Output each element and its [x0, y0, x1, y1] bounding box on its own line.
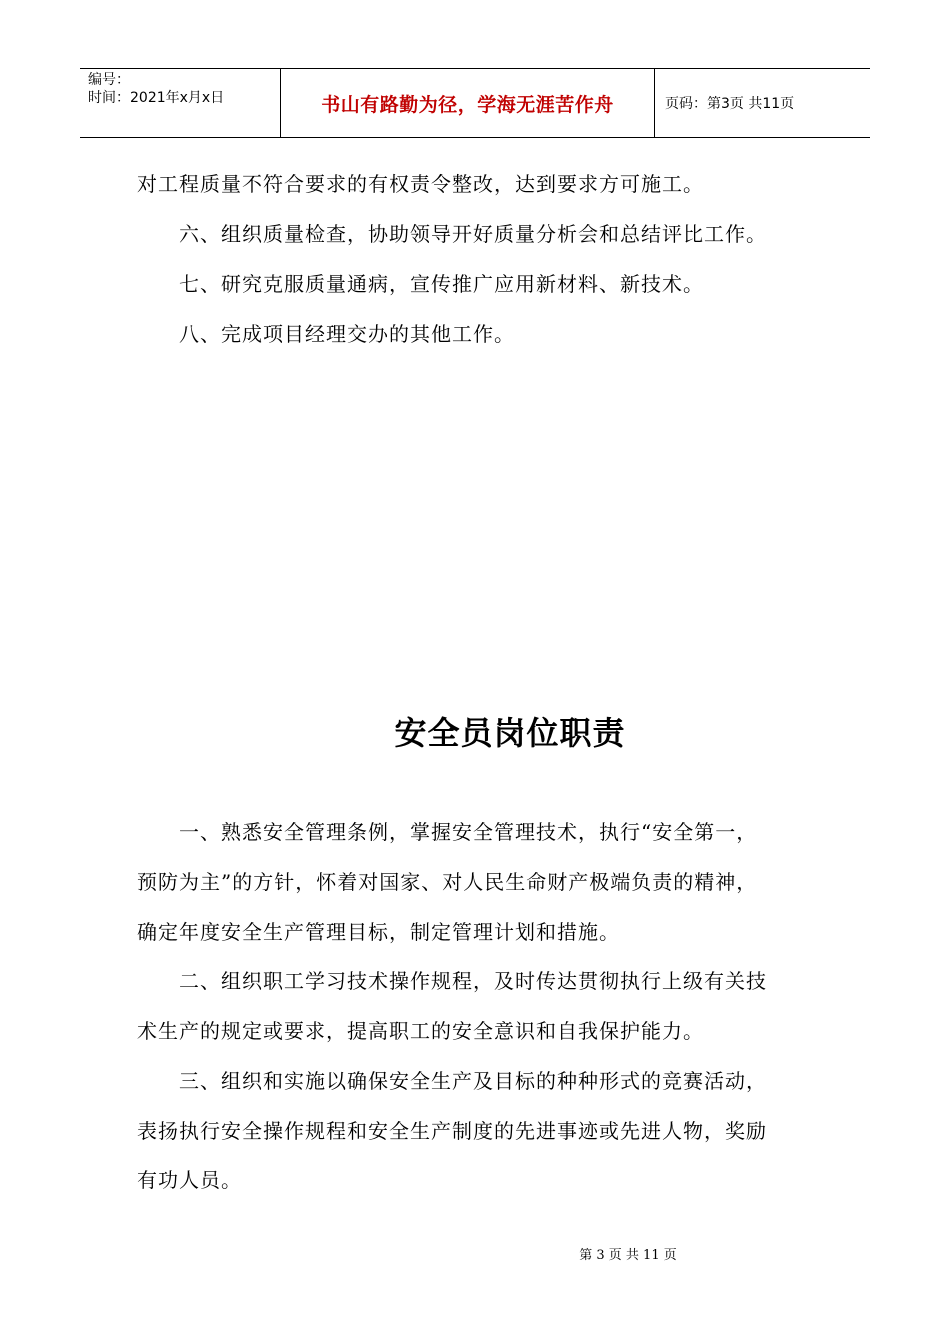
section-line: 预防为主”的方针，怀着对国家、对人民生命财产极端负责的精神，: [137, 870, 758, 894]
page-footer: 第 3 页 共 11 页: [579, 1248, 677, 1263]
date-label: 时间：2021年x月x日: [88, 90, 225, 106]
section-line: 三、组织和实施以确保安全生产及目标的种种形式的竞赛活动，: [179, 1069, 767, 1093]
section-line: 有功人员。: [137, 1168, 242, 1192]
number-label: 编号：: [88, 72, 130, 88]
section-line: 二、组织职工学习技术操作规程，及时传达贯彻执行上级有关技: [179, 969, 767, 993]
section-line: 表扬执行安全操作规程和安全生产制度的先进事迹或先进人物，奖励: [137, 1119, 767, 1143]
body-item-6: 六、组织质量检查，协助领导开好质量分析会和总结评比工作。: [179, 222, 767, 246]
section-title: 安全员岗位职责: [394, 714, 626, 752]
section-line: 确定年度安全生产管理目标，制定管理计划和措施。: [137, 920, 620, 944]
header-motto: 书山有路勤为径，学海无涯苦作舟: [281, 69, 655, 137]
section-line: 术生产的规定或要求，提高职工的安全意识和自我保护能力。: [137, 1019, 704, 1043]
body-line: 对工程质量不符合要求的有权责令整改，达到要求方可施工。: [137, 172, 704, 196]
section-line: 一、熟悉安全管理条例，掌握安全管理技术，执行“安全第一，: [179, 820, 758, 844]
header-meta-cell: [80, 69, 281, 137]
document-header: [80, 68, 870, 138]
body-item-8: 八、完成项目经理交办的其他工作。: [179, 322, 515, 346]
header-page-info: 页码：第3页 共11页: [665, 96, 795, 112]
body-item-7: 七、研究克服质量通病，宣传推广应用新材料、新技术。: [179, 272, 704, 296]
